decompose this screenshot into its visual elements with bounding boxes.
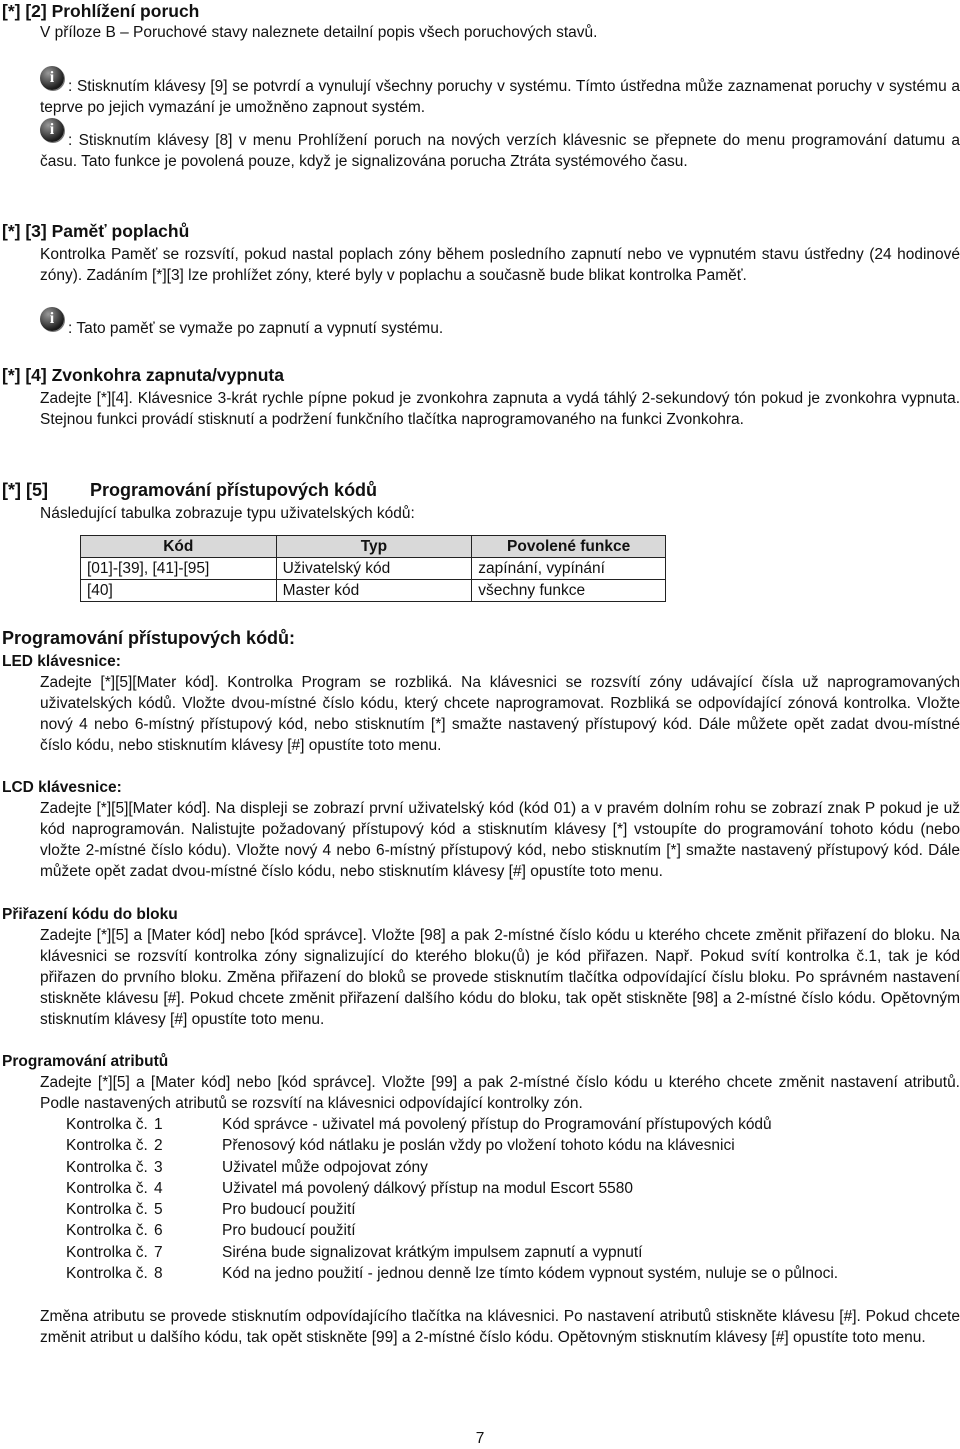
table-row [81, 558, 666, 580]
table-cell: zapínání, vypínání [472, 558, 666, 580]
lcd-keypad-heading: LCD klávesnice: [2, 779, 122, 796]
section-heading-5-key: [*] [5] [2, 480, 48, 500]
info-icon: i [40, 66, 62, 90]
table-cell: všechny funkce [472, 580, 666, 602]
table-cell: [01]-[39], [41]-[95] [81, 558, 277, 580]
page-number: 7 [475, 1430, 485, 1447]
section-2-text: V příloze B – Poruchové stavy naleznete detailní popis všech poruchových stavů. [40, 24, 598, 41]
list-item: Kontrolka č. 7 Siréna bude signalizovat krátkým impulsem zapnutí a vypnutí [66, 1243, 643, 1261]
section-heading-5-title: Programování přístupových kódů [90, 480, 378, 500]
note-clear-faults: : Stisknutím klávesy [9] se potvrdí a vynulují všechny poruchy v systému. Tímto ústředna může zaznamenat poruchy v systému a teprve po jejich vymazání je umožněno zapnout systém. [40, 78, 960, 116]
info-icon: i [40, 307, 62, 331]
table-header: Kód [81, 536, 277, 558]
lcd-keypad-text: Zadejte [*][5][Mater kód]. Na displeji se zobrazí první uživatelský kód (kód 01) a v pravém dolním rohu se zobrazí znak P pokud je už kód naprogramován. Nalistujte požadovaný přístupový kód a stisknutím klávesy [*] vstoupíte do programování tohoto kódu (nebo vložte 2-místné číslo kódu). Vložte nový 4 nebo 6-místný přístupový kód, nebo stisknutím [*] smažte nastavený přístupový kód. Dále můžete opět zadat dvou-místné číslo kódu, nebo stisknutím klávesy [#] opustíte toto menu. [40, 800, 960, 880]
section-4-text: Zadejte [*][4]. Klávesnice 3-krát rychle pípne pokud je zvonkohra zapnuta a vydá táhlý 2-sekundový tón pokud je zvonkohra vypnuta. Stejnou funkci provádí stisknutí a podržení funkčního tlačítka naprogramovaného na funkci Zvonkohra. [40, 390, 960, 428]
section-5-intro: Následující tabulka zobrazuje typu uživatelských kódů: [40, 505, 415, 522]
block-assign-heading: Přiřazení kódu do bloku [2, 906, 178, 923]
section-heading-2: [*] [2] Prohlížení poruch [2, 1, 200, 21]
attributes-heading: Programování atributů [2, 1053, 169, 1070]
led-keypad-heading: LED klávesnice: [2, 653, 121, 670]
section-heading-3: [*] [3] Paměť poplachů [2, 221, 190, 241]
block-assign-text: Zadejte [*][5] a [Mater kód] nebo [kód správce]. Vložte [98] a pak 2-místné číslo kódu u kterého chcete změnit přiřazení do bloku. Na klávesnici se rozsvítí kontrolka zóny signalizující do kterého bloku(ů) je kód přiřazen. Např. Pokud svítí kontrolka č.1, tak je kód přiřazen do prvního bloku. Změna přiřazení do bloků se provede stisknutím tlačítka odpovídající číslu bloku. Po správném nastavení stiskněte klávesu [#]. Pokud chcete změnit přiřazení dalšího kódu do bloku, tak opět stiskněte [98] a 2-místné číslo kódu. Opětovným stisknutím klávesy [#] opustíte toto menu. [40, 927, 960, 1028]
table-cell: Uživatelský kód [276, 558, 472, 580]
list-item: Kontrolka č. 2 Přenosový kód nátlaku je poslán vždy po vložení tohoto kódu na klávesnici [66, 1137, 735, 1155]
table-cell: Master kód [276, 580, 472, 602]
list-item: Kontrolka č. 1 Kód správce - uživatel má povolený přístup do Programování přístupových kódů [66, 1116, 772, 1133]
list-item: Kontrolka č. 3 Uživatel může odpojovat zóny [66, 1158, 428, 1176]
programming-heading: Programování přístupových kódů: [2, 628, 296, 648]
info-icon: i [40, 118, 62, 142]
table-header: Typ [276, 536, 472, 558]
note-key-8: : Stisknutím klávesy [8] v menu Prohlížení poruch na nových verzích klávesnic se přepnete do menu programování datumu a času. Tato funkce je povolená pouze, když je signalizována porucha Ztráta systémového času. [40, 132, 960, 170]
attributes-closing-text: Změna atributu se provede stisknutím odpovídajícího tlačítka na klávesnici. Po nastavení atributů stiskněte klávesu [#]. Pokud chcete změnit atribut u dalšího kódu, tak opět stiskněte [99] a 2-místné číslo kódu. Opětovným stisknutím klávesy [#] opustíte toto menu. [40, 1308, 960, 1346]
list-item: Kontrolka č. 4 Uživatel má povolený dálkový přístup na modul Escort 5580 [66, 1179, 633, 1197]
list-item: Kontrolka č. 6 Pro budoucí použití [66, 1222, 356, 1240]
attributes-list [66, 1114, 838, 1284]
section-3-text: Kontrolka Paměť se rozsvítí, pokud nastal poplach zóny během posledního zapnutí nebo ve vypnutém stavu ústředny (24 hodinové zóny). Zadáním [*][3] lze prohlížet zóny, které byly v poplachu a současně bude blikat kontrolka Paměť. [40, 246, 960, 284]
section-heading-4: [*] [4] Zvonkohra zapnuta/vypnuta [2, 365, 284, 385]
attributes-text: Zadejte [*][5] a [Mater kód] nebo [kód správce]. Vložte [99] a pak 2-místné číslo kódu u kterého chcete změnit nastavení atributů. Podle nastavených atributů se rozsvítí na klávesnici odpovídající kontrolky zón. [40, 1074, 960, 1112]
led-keypad-text: Zadejte [*][5][Mater kód]. Kontrolka Program se rozbliká. Na klávesnici se rozsvítí zóny udávající čísla už naprogramovaných uživatelských kódů. Vložte dvou-místné číslo kódu, který chcete naprogramovat. Rozbliká se odpovídající zónová kontrolka. Vložte nový 4 nebo 6-místný přístupový kód, nebo stisknutím [*] smažte nastavený přístupový kód. Dále můžete opět zadat dvou-místné číslo kódu, nebo stisknutím klávesy [#] opustíte toto menu. [40, 674, 960, 754]
list-item: Kontrolka č. 8 Kód na jedno použití - jednou denně lze tímto kódem vypnout systém, nuluje se o půlnoci. [66, 1265, 839, 1283]
table-cell: [40] [81, 580, 277, 602]
table-row [81, 580, 666, 602]
code-types-table [80, 535, 666, 602]
list-item: Kontrolka č. 5 Pro budoucí použití [66, 1201, 356, 1219]
note-memory-clear: : Tato paměť se vymaže po zapnutí a vypnutí systému. [68, 320, 444, 337]
table-header-row [81, 536, 666, 558]
table-header: Povolené funkce [472, 536, 666, 558]
